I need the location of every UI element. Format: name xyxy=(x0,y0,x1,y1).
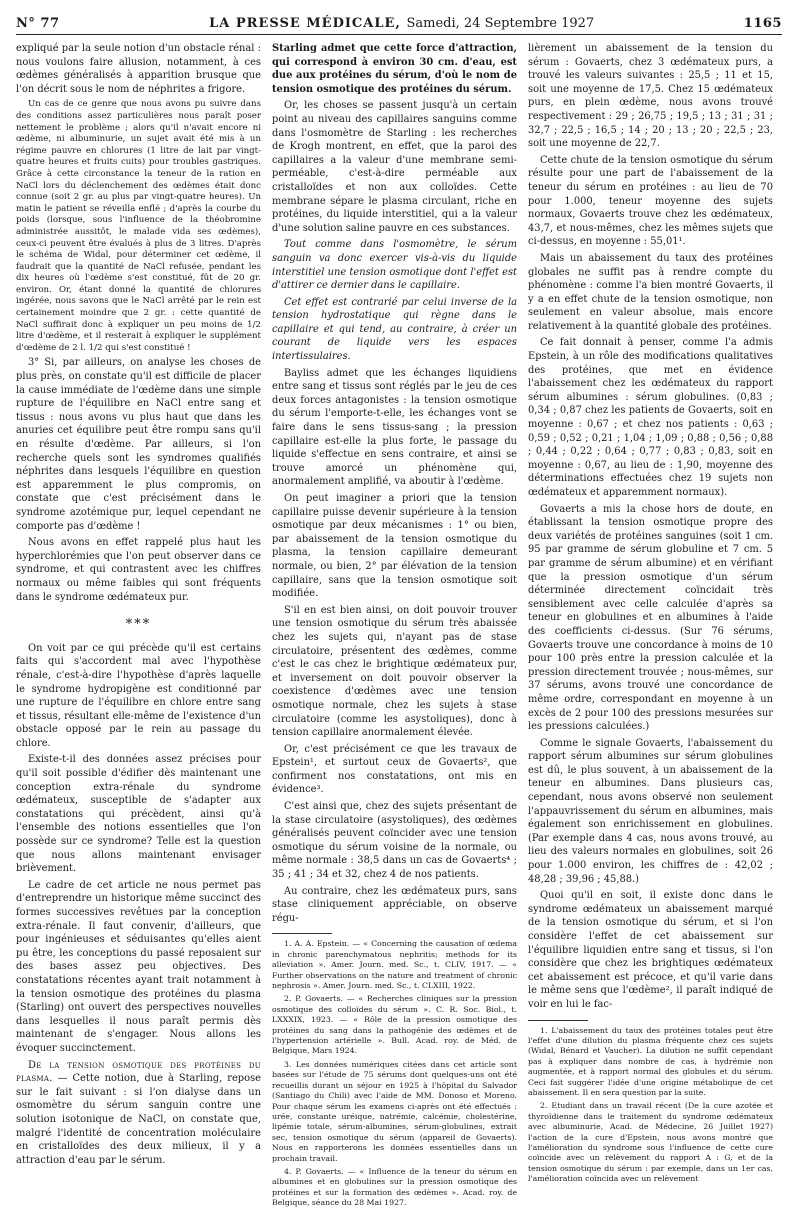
paragraph-section xyxy=(16,1059,261,1168)
paragraph: Le cadre de cet article ne nous permet pas d'entreprendre un historique même succinct des formes successives revêtues par la conception extra-rénale. Il faut convenir, d'ailleurs, que pour ingénieuses et séduisantes qu'elles aient pu être, les conceptions du passé reposaient sur des bases assez peu objectives. Des constatations récentes ayant trait notamment à la tension osmotique des protéines du plasma (Starling) ont ouvert des perspectives nouvelles dans lesquelles il nous paraît permis dès maintenant de s'engager. Nous allons les évoquer succinctement. xyxy=(16,879,261,1054)
section-heading: De la tension osmotique des protéines du plasma. xyxy=(16,1059,261,1085)
footnote: 3. Les données numériques citées dans cet article sont basées sur l'étude de 75 sérums dont quelques-uns ont été recueillis durant un séjour en 1925 à l'hôpital du Salvador (Santiago du Chili) avec l'aide de MM. Donoso et Moreno. Pour chaque sérum les examens ci-après ont été effectués : urée, constante uréique, natrémie, calcémie, cholestérine, lipémie totale, sérum-albumines, sérum-globulines, extrait sec, tension osmotique du sérum (appareil de Govaerts). Nous en rapporterons les données essentielles dans un prochain travail. xyxy=(272,1059,517,1163)
footnote: 4. P. Govaerts. — « Influence de la teneur du sérum en albumines et en globulines sur la pression osmotique des protéines et sur la formation des œdèmes ». Acad. roy. de Belgique, séance du 28 Mai 1927. xyxy=(272,1166,517,1208)
paragraph: C'est ainsi que, chez des sujets présentant de la stase circulatoire (asystoliques), des œdèmes généralisés peuvent coïncider avec une tension osmotique du sérum voisine de la normale, ou même normale : 38,5 dans un cas de Govaerts⁴ ; 35 ; 41 ; 34 et 32, chez 4 de nos patients. xyxy=(272,801,517,881)
paragraph: Cette chute de la tension osmotique du sérum résulte pour une part de l'abaissement de la teneur du sérum en protéines : au lieu de 70 pour 1.000, teneur moyenne des sujets normaux, Govaerts trouve chez les œdémateux, 43,7, et nous-mêmes, chez les mêmes sujets que ci-dessus, en moyenne : 55,01¹. xyxy=(528,154,773,248)
paragraph: expliqué par la seule notion d'un obstacle rénal : nous voulons faire allusion, notamment, à ces œdèmes généralisés à apparition brusque que l'on décrit sous le nom de néphrites a frigore. xyxy=(16,43,261,95)
paragraph-small: Un cas de ce genre que nous avons pu suivre dans des conditions assez particulières nous paraît poser nettement le problème ; alors qu'il n'avait encore ni œdème, ni albuminurie, un sujet avait été mis à un régime pauvre en chlorures (1 litre de lait par vingt-quatre heures et fruits cuits) pour troubles gastriques. Grâce à cette circonstance la teneur de la ration en NaCl lors du déclenchement des œdèmes était donc connue (soit 2 gr. au plus par vingt-quatre heures). Un matin le patient se réveilla enflé ; d'après la courbe du poids (lorsque, sous l'influence de la théobromine administrée aussitôt, le malade vida ses œdèmes), ceux-ci peuvent être évalués à plus de 3 litres. D'après le schéma de Widal, pour déterminer cet œdème, il faudrait que la quantité de NaCl refusée, pendant les dix heures où l'œdème s'est constitué, fût de 20 gr. environ. Or, étant donné la quantité de chlorures ingérée, nous savons que le NaCl arrêté par le rein est certainement moindre que 2 gr. : cette quantité de NaCl suffirait donc à expliquer un peu moins de 1/2 litre d'œdème, et il resterait à expliquer le supplément d'œdème de 2 l. 1/2 qui s'est constitué ! xyxy=(16,99,261,353)
article-body xyxy=(16,42,782,1208)
footnote: 2. Etudiant dans un travail récent (De la cure azotée et thyroïdienne dans le traitement du syndrome œdémateux avec albuminurie, Acad. de Médecine, 26 Juillet 1927) l'action de la cure d'Epstein, nous avons montré que l'amélioration du syndrome sous l'influence de cette cure coïncide avec un relèvement du rapport A : G, et de la tension osmotique du sérum : par exemple, dans un 1er cas, l'amélioration coïncida avec un relèvement xyxy=(528,1101,773,1184)
page-header xyxy=(16,12,782,35)
paragraph: Quoi qu'il en soit, il existe donc dans le syndrome œdémateux un abaissement marqué de la tension osmotique du sérum, et si l'on considère l'effet de cet abaissement sur l'équilibre liquidien entre sang et tissus, si l'on considère que chez les brightiques œdémateux cet abaissement est précoce, et qu'il varie dans le même sens que l'œdème², il paraît indiqué de voir en lui le fac- xyxy=(528,890,773,1010)
paragraph: On voit par ce qui précède qu'il est certains faits qui s'accordent mal avec l'hypothèse rénale, c'est-à-dire l'hypothèse d'après laquelle le syndrome hydropigène est conditionné par une rupture de l'équilibre en chlore entre sang et tissus, résultant elle-même de l'existence d'un obstacle opposé par le rein au passage du chlore. xyxy=(16,642,261,749)
paragraph: Existe-t-il des données assez précises pour qu'il soit possible d'édifier dès maintenant une conception extra-rénale du syndrome œdémateux, susceptible de s'adapter aux constatations qui précèdent, ainsi qu'à l'ensemble des notions essentielles que l'on possède sur ce syndrome? Telle est la question que nous allons maintenant envisager brièvement. xyxy=(16,754,261,875)
footnote-rule xyxy=(272,933,332,934)
section-text: — Cette notion, due à Starling, repose sur le fait suivant : si l'on dialyse dans un osmomètre du sérum sanguin contre une solution isotonique de NaCl, on constate que, malgré l'identité de concentration moléculaire en cristalloïdes des deux milieux, il y a attraction d'eau par le sérum. xyxy=(16,1073,261,1166)
column-right xyxy=(528,42,773,1184)
page-number: 1165 xyxy=(743,15,782,31)
column-left xyxy=(16,42,261,1166)
journal-name: LA PRESSE MÉDICALE, xyxy=(209,15,401,31)
paragraph: Or, c'est précisément ce que les travaux de Epstein¹, et surtout ceux de Govaerts², que confirment nos constatations, ont mis en évidence³. xyxy=(272,743,517,796)
footnote-rule xyxy=(528,1020,588,1021)
paragraph: lièrement un abaissement de la tension du sérum : Govaerts, chez 3 œdémateux purs, a trouvé les valeurs suivantes : 25,5 ; 11 et 15, soit une moyenne de 17,5. Chez 15 œdémateux purs, en plein œdème, nous avons trouvé respectivement : 29 ; 26,75 ; 19,5 ; 13 ; 31 ; 31 ; 32,7 ; 22,5 ; 16,5 ; 14 ; 20 ; 13 ; 20 ; 22,5 ; 23, soit une moyenne de 22,7. xyxy=(528,43,773,150)
paragraph-italic: Tout comme dans l'osmomètre, le sérum sanguin va donc exercer vis-à-vis du liquide interstitiel une tension osmotique dont l'effet est d'attirer ce dernier dans le capillaire. xyxy=(272,239,517,292)
paragraph: Au contraire, chez les œdémateux purs, sans stase cliniquement appréciable, on observe régu- xyxy=(272,885,517,924)
issue-date: Samedi, 24 Septembre 1927 xyxy=(406,15,595,31)
page-issue-number: N° 77 xyxy=(16,15,60,31)
small-print-block xyxy=(16,99,261,354)
column-middle xyxy=(272,42,517,1208)
paragraph: Bayliss admet que les échanges liquidiens entre sang et tissus sont réglés par le jeu de ces deux forces antagonistes : la tension osmotique du sérum l'emporte-t-elle, les échanges vont se faire dans le sens tissus-sang ; la pression capillaire est-elle la plus forte, le passage du liquide s'effectue en sens contraire, et ainsi se trouve amorcé un phénomène qui, anormalement amplifié, va aboutir à l'œdème. xyxy=(272,367,517,488)
paragraph: Comme le signale Govaerts, l'abaissement du rapport sérum albumines sur sérum globulines est dû, le plus souvent, à un abaissement de la teneur en albumines. Dans plusieurs cas, cependant, nous avons observé non seulement l'appauvrissement du sérum en albumines, mais également son enrichissement en globulines. (Par exemple dans 4 cas, nous avons trouvé, au lieu des valeurs normales en globulines, soit 26 pour 1.000 environ, les chiffres de : 42,02 ; 48,28 ; 39,96 ; 45,88.) xyxy=(528,737,773,885)
section-separator-asterisks: *** xyxy=(125,617,152,633)
paragraph: Starling admet que cette force d'attraction, qui correspond à environ 30 cm. d'eau, est due aux protéines du sérum, d'où le nom de tension osmotique des protéines du sérum. xyxy=(272,43,517,95)
paragraph: Mais un abaissement du taux des protéines globales ne suffit pas à rendre compte du phénomène : comme l'a bien montré Govaerts, il y a en effet chute de la tension osmotique, non seulement en valeur absolue, mais encore relativement à la quantité globale des protéines. xyxy=(528,252,773,332)
paragraph: S'il en est bien ainsi, on doit pouvoir trouver une tension osmotique du sérum très abaissée chez les sujets qui, n'ayant pas de stase circulatoire, présentent des œdèmes, comme c'est le cas chez le brightique œdémateux pur, et inversement on doit pouvoir observer la coexistence d'œdèmes avec une tension osmotique normale, chez les sujets à stase circulatoire (comme les asystoliques), donc à tension capillaire anormalement élevée. xyxy=(272,604,517,739)
paragraph: 3° Si, par ailleurs, on analyse les choses de plus près, on constate qu'il est difficile de placer la cause immédiate de l'œdème dans une simple rupture de l'équilibre en NaCl entre sang et tissus : nous avons vu plus haut que dans les anuries cet équilibre peut être rompu sans qu'il en résulte d'œdème. Par ailleurs, si l'on recherche quels sont les syndromes qualifiés néphrites dans lesquels l'équilibre en question est apparemment le plus compromis, on constate que c'est précisément dans le syndrome azotémique pur, lequel cependant ne comporte pas d'œdème ! xyxy=(16,357,261,532)
footnote: 1. L'abaissement du taux des protéines totales peut être l'effet d'une dilution du plasma fréquente chez ces sujets (Widal, Bénard et Vaucher). La dilution ne suffit cependant pas à expliquer dans nombre de cas, à hydrémie non augmentée, et à rapport normal des globules et du sérum. Ceci fait suggérer l'idée d'une origine métabolique de cet abaissement. Il en sera question par la suite. xyxy=(528,1025,773,1097)
paragraph: On peut imaginer a priori que la tension capillaire puisse devenir supérieure à la tension osmotique par deux mécanismes : 1° ou bien, par abaissement de la tension osmotique du plasma, la tension capillaire demeurant normale, ou bien, 2° par élévation de la tension capillaire, sans que la tension osmotique soit modifiée. xyxy=(272,493,517,600)
paragraph: Ce fait donnait à penser, comme l'a admis Epstein, à un rôle des modifications qualitatives des protéines, que met en évidence l'abaissement chez les œdémateux du rapport sérum albumines : sérum globulines. (0,83 ; 0,34 ; 0,87 chez les patients de Govaerts, soit en moyenne : 0,67 ; et chez nos patients : 0,63 ; 0,59 ; 0,52 ; 0,21 ; 1,04 ; 1,09 ; 0,88 ; 0,56 ; 0,88 ; 0,44 ; 0,22 ; 0,64 ; 0,77 ; 0,83 ; 0,83, soit en moyenne : 0,67, au lieu de : 1,90, moyenne des déterminations effectuées chez 19 sujets non œdémateux et apparemment normaux). xyxy=(528,337,773,498)
journal-title xyxy=(209,16,594,31)
paragraph: Govaerts a mis la chose hors de doute, en établissant la tension osmotique propre des deux variétés de protéines sanguines (soit 1 cm. 95 par gramme de sérum globuline et 7 cm. 5 par gramme de sérum albumine) et en vérifiant que la pression osmotique d'un sérum déterminée directement coïncidait très sensiblement avec celle calculée d'après sa teneur en globulines et en albumines à l'aide des coefficients ci-dessus. (Sur 76 sérums, Govaerts trouve une concordance à moins de 10 pour 100 près entre la pression calculée et la pression directement trouvée ; nous-mêmes, sur 37 sérums, avons trouvé une concordance de même ordre, correspondant en moyenne à un excès de 2 pour 100 des pressions mesurées sur les pressions calculées.) xyxy=(528,503,773,733)
paragraph: Or, les choses se passent jusqu'à un certain point au niveau des capillaires sanguins comme dans l'osmomètre de Starling : les recherches de Krogh montrent, en effet, que la paroi des capillaires a la valeur d'une membrane semi-perméable, c'est-à-dire perméable aux cristalloïdes et non aux colloïdes. Cette membrane sépare le plasma circulant, riche en protéines, du liquide interstitiel, qui a la valeur d'une solution saline pauvre en ces substances. xyxy=(272,100,517,234)
footnote: 2. P. Govaerts. — « Recherches cliniques sur la pression osmotique des colloïdes du sérum ». C. R. Soc. Biol., t. LXXXIX, 1923. — « Rôle de la pression osmotique des protéines du sang dans la pathogénie des œdèmes et de l'hypertension artérielle ». Bull. Acad. roy. de Méd. de Belgique, Mars 1924. xyxy=(272,994,517,1056)
footnote: 1. A. A. Epstein. — « Concerning the causation of œdema in chronic parenchymatous nephritis; methods for its alleviation ». Amer. Journ. med. Sc., t. CLIV, 1917. — « Further observations on the nature and treatment of chronic nephrosis ». Amer. Journ. med. Sc., t. CLXIII, 1922. xyxy=(272,939,517,991)
paragraph-italic: Cet effet est contrarié par celui inverse de la tension hydrostatique qui règne dans le capillaire et qui tend, au contraire, à créer un courant de liquide vers les espaces intertissulaires. xyxy=(272,296,517,363)
paragraph: Nous avons en effet rappelé plus haut les hyperchlorémies que l'on peut observer dans ce syndrome, et qui contrastent avec les chiffres normaux ou même faibles qui sont fréquents dans le syndrome œdémateux pur. xyxy=(16,537,261,603)
